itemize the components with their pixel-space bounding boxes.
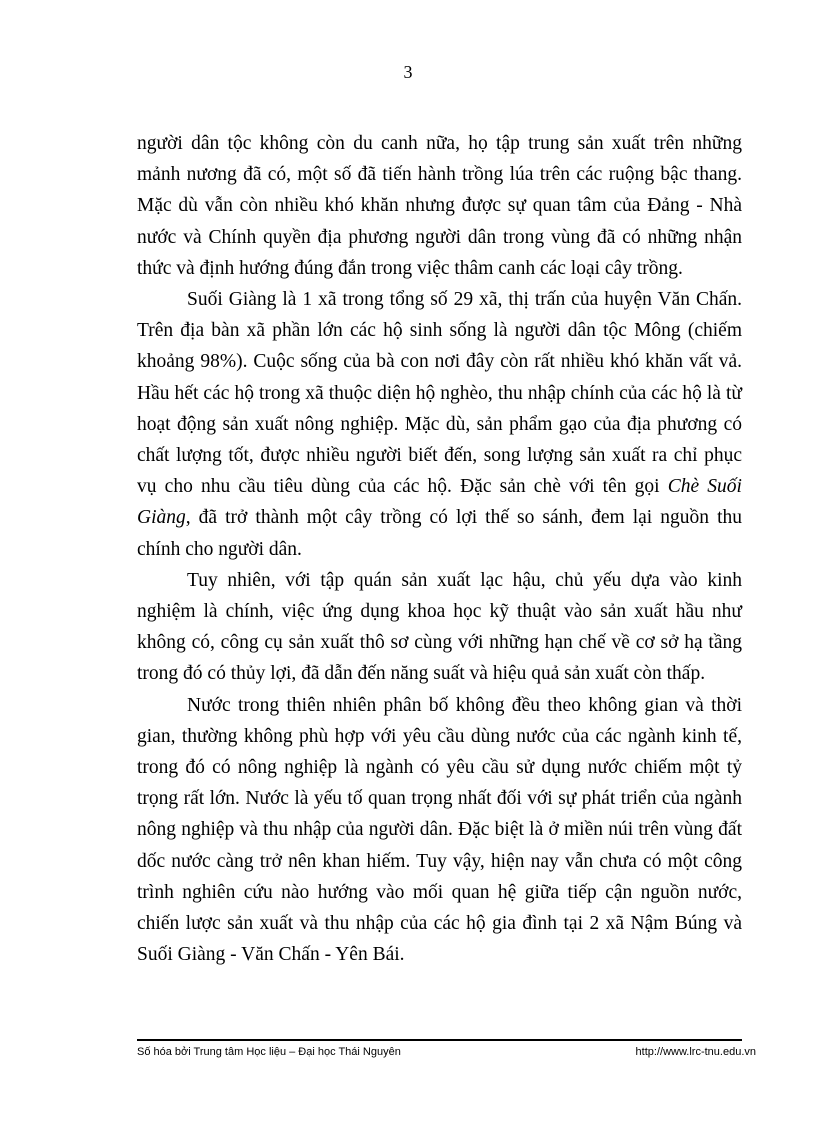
paragraph-2-text-before: Suối Giàng là 1 xã trong tổng số 29 xã, thị trấn của huyện Văn Chấn. Trên địa bàn xã phần lớn các hộ sinh sống là người dân tộc Mông (chiếm khoảng 98%). Cuộc sống của bà con nơi đây còn rất nhiều khó khăn vất vả. Hầu hết các hộ trong xã thuộc diện hộ nghèo, thu nhập chính của các hộ là từ hoạt động sản xuất nông nghiệp. Mặc dù, sản phẩm gạo của địa phương có chất lượng tốt, được nhiều người biết đến, song lượng sản xuất ra chỉ phục vụ cho nhu cầu tiêu dùng của các hộ. Đặc sản chè với tên gọi bbox=[137, 289, 742, 498]
paragraph-4: Nước trong thiên nhiên phân bố không đều theo không gian và thời gian, thường không phù hợp với yêu cầu dùng nước của các ngành kinh tế, trong đó có nông nghiệp là ngành có yêu cầu sử dụng nước chiếm một tỷ trọng rất lớn. Nước là yếu tố quan trọng nhất đối với sự phát triển của ngành nông nghiệp và thu nhập của người dân. Đặc biệt là ở miền núi trên vùng đất dốc nước càng trở nên khan hiếm. Tuy vậy, hiện nay vẫn chưa có một công trình nghiên cứu nào hướng vào mối quan hệ giữa tiếp cận nguồn nước, chiến lược sản xuất và thu nhập của các hộ gia đình tại 2 xã Nậm Búng và Suối Giàng - Văn Chấn - Yên Bái. bbox=[137, 694, 742, 966]
page-number: 3 bbox=[403, 62, 413, 82]
footer-url-link[interactable]: http://www.lrc-tnu.edu.vn bbox=[635, 1046, 756, 1058]
footer-divider bbox=[137, 1039, 742, 1041]
footer-source-text: Số hóa bởi Trung tâm Học liệu – Đại học Thái Nguyên bbox=[137, 1046, 401, 1058]
paragraph-3: Tuy nhiên, với tập quán sản xuất lạc hậu, chủ yếu dựa vào kinh nghiệm là chính, việc ứng dụng khoa học kỹ thuật vào sản xuất hầu như không có, công cụ sản xuất thô sơ cùng với những hạn chế về cơ sở hạ tầng trong đó có thủy lợi, đã dẫn đến năng suất và hiệu quả sản xuất còn thấp. bbox=[137, 569, 742, 685]
paragraph-2 bbox=[137, 284, 742, 565]
body-text bbox=[137, 128, 742, 970]
tea-brand-name: Chè Suối Giàng bbox=[137, 476, 742, 529]
paragraph-2-text-after: , đã trở thành một cây trồng có lợi thế so sánh, đem lại nguồn thu chính cho người dân. bbox=[137, 507, 742, 560]
paragraph-1: người dân tộc không còn du canh nữa, họ tập trung sản xuất trên những mảnh nương đã có, một số đã tiến hành trồng lúa trên các ruộng bậc thang. Mặc dù vẫn còn nhiều khó khăn nhưng được sự quan tâm của Đảng - Nhà nước và Chính quyền địa phương người dân trong vùng đã có những nhận thức và định hướng đúng đắn trong việc thâm canh các loại cây trồng. bbox=[137, 133, 742, 279]
